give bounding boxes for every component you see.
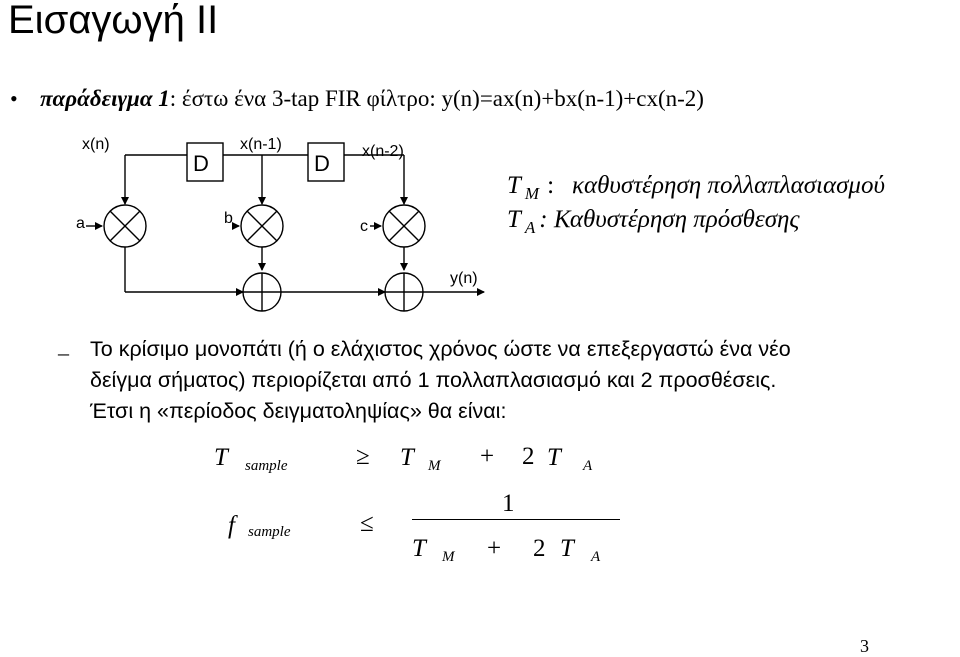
legend-ta: T $_A$ : Καθυστέρηση πρόσθεσης <box>507 206 800 237</box>
subscript-A: A <box>583 458 593 474</box>
paragraph-line: Έτσι η «περίοδος δειγματοληψίας» θα είναι: <box>90 399 507 423</box>
fir-filter-diagram <box>0 130 960 320</box>
example-text: : έστω ένα 3-tap FIR φίλτρο: y(n)=ax(n)+bx(n-1)+cx(n-2) <box>169 86 704 111</box>
page-title: Εισαγωγή ΙΙ <box>8 0 219 42</box>
numerator-one: 1 <box>502 490 515 517</box>
paragraph-line: δείγμα σήματος) περιορίζεται από 1 πολλαπλασιασμό και 2 προσθέσεις. <box>90 368 777 392</box>
subscript-A: A <box>591 549 601 565</box>
symbol-T: T <box>400 444 414 471</box>
page-number: 3 <box>860 636 869 656</box>
delay-label: D <box>314 151 330 176</box>
symbol-T: T <box>214 444 228 471</box>
bullet-marker: • <box>10 86 18 111</box>
delay-label: D <box>193 151 209 176</box>
input-label: x(n) <box>82 136 110 153</box>
plus-symbol: + <box>480 443 495 470</box>
subscript-M: M <box>428 458 441 474</box>
subscript-M: M <box>442 549 455 565</box>
subscript-sample: sample <box>248 524 291 540</box>
paragraph-line: Το κρίσιμο μονοπάτι (ή ο ελάχιστος χρόνος ώστε να επεξεργαστώ ένα νέο <box>90 337 791 361</box>
plus-symbol: + <box>487 535 502 562</box>
example-label: παράδειγμα 1 <box>40 86 170 111</box>
subscript-sample: sample <box>245 458 288 474</box>
output-label: y(n) <box>450 270 478 287</box>
fraction-bar <box>412 519 620 520</box>
coefficient-label: c <box>360 218 368 235</box>
leq-symbol: ≤ <box>360 510 374 537</box>
number-two: 2 <box>533 535 546 562</box>
symbol-T: T <box>560 535 574 562</box>
symbol-f: f <box>228 512 235 539</box>
legend-tm: T $_M$ : καθυστέρηση πολλαπλασιασμού <box>507 172 885 203</box>
input-label: x(n-1) <box>240 136 282 153</box>
example-statement <box>40 86 704 112</box>
symbol-T: T <box>412 535 426 562</box>
geq-symbol: ≥ <box>356 443 370 470</box>
coefficient-label: b <box>224 210 233 227</box>
input-label: x(n-2) <box>362 143 404 160</box>
dash-marker: – <box>58 340 69 365</box>
symbol-T: T <box>547 444 561 471</box>
number-two: 2 <box>522 443 535 470</box>
coefficient-label: a <box>76 215 85 232</box>
